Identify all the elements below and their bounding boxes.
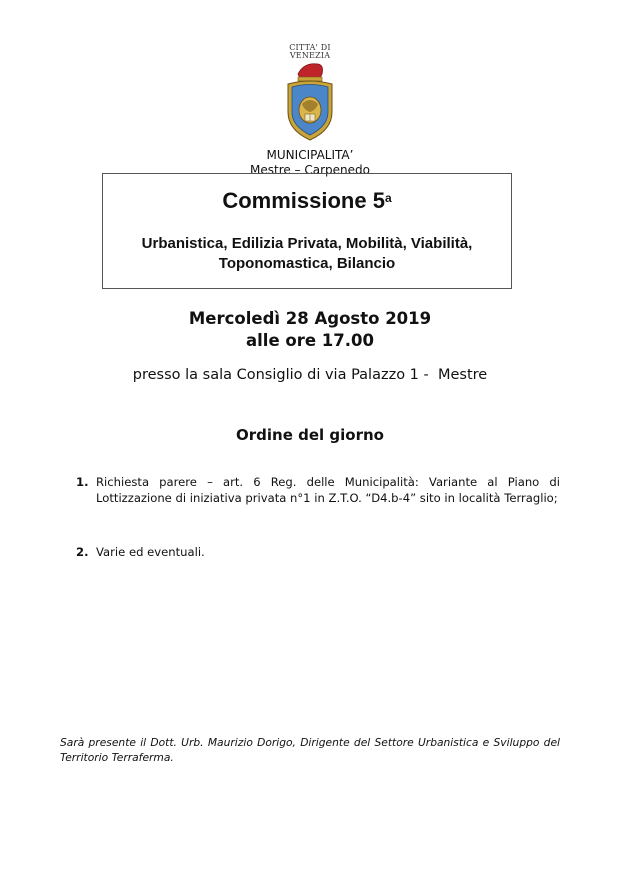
city-crest bbox=[0, 44, 620, 144]
agenda-title: Ordine del giorno bbox=[236, 426, 384, 444]
commission-title bbox=[103, 188, 511, 214]
municipalita-title: MUNICIPALITA’ bbox=[266, 148, 354, 162]
footer-note: Sarà presente il Dott. Urb. Maurizio Dorigo, Dirigente del Settore Urbanistica e Sviluppo del Territorio Terraferma. bbox=[60, 736, 560, 764]
agenda-item bbox=[76, 474, 560, 506]
meeting-venue: presso la sala Consiglio di via Palazzo 1 - Mestre bbox=[132, 367, 488, 383]
commission-title-text: Commissione 5 bbox=[222, 188, 385, 213]
commission-subtitle-line2: Toponomastica, Bilancio bbox=[218, 255, 396, 272]
meeting-datetime bbox=[0, 308, 620, 352]
agenda-item-number: 2. bbox=[76, 545, 89, 559]
commission-title-sup: a bbox=[384, 191, 392, 205]
commission-subtitle bbox=[103, 234, 511, 274]
commission-subtitle-line1: Urbanistica, Edilizia Privata, Mobilità, Viabilità, bbox=[141, 235, 473, 252]
crest-city-label: CITTA' DI bbox=[289, 43, 331, 52]
agenda-item bbox=[76, 544, 560, 560]
commission-box bbox=[102, 173, 512, 289]
document-header bbox=[0, 44, 620, 178]
meeting-date: Mercoledì 28 Agosto 2019 bbox=[188, 309, 432, 328]
agenda-item-text: Richiesta parere – art. 6 Reg. delle Municipalità: Variante al Piano di Lottizzazione di iniziativa privata n°1 in Z.T.O. “D4.b-4” sito in località Terraglio; bbox=[96, 475, 560, 505]
meeting-time: alle ore 17.00 bbox=[246, 331, 374, 350]
municipalita-location: Mestre – Carpenedo bbox=[250, 163, 370, 177]
agenda-list bbox=[76, 474, 560, 560]
venice-crest-icon bbox=[280, 60, 340, 144]
agenda-item-text: Varie ed eventuali. bbox=[96, 545, 205, 559]
agenda-item-number: 1. bbox=[76, 475, 89, 489]
crest-city-name: VENEZIA bbox=[289, 51, 331, 60]
